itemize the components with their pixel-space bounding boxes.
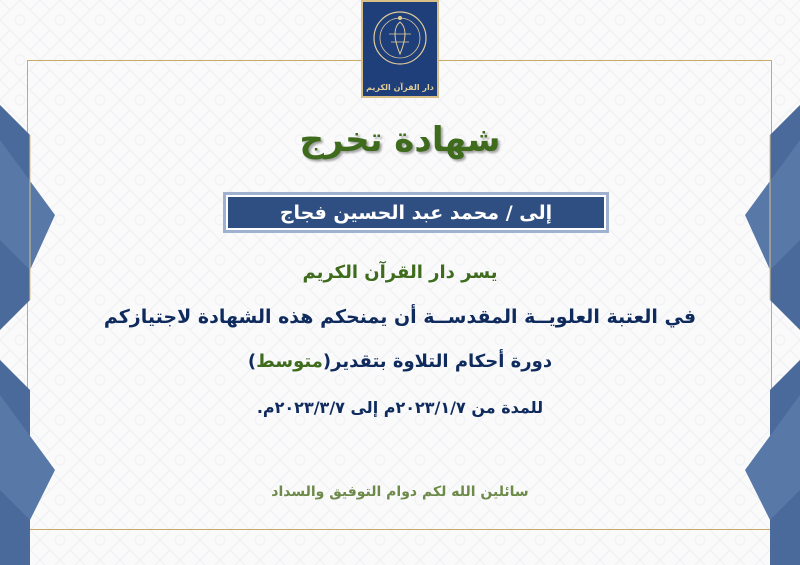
course-line xyxy=(0,351,800,372)
recipient-label: إلى / xyxy=(505,201,553,224)
certificate-title: شهادة تخرج xyxy=(299,120,501,160)
recipient-bar xyxy=(226,195,606,230)
institution-badge xyxy=(361,0,439,98)
duration-line: للمدة من ٢٠٢٣/١/٧م إلى ٢٠٢٣/٣/٧م. xyxy=(256,398,544,417)
grade-level: متوسط xyxy=(256,351,323,372)
institution-seal-icon xyxy=(367,4,433,94)
recipient-name: محمد عبد الحسين فجاج xyxy=(279,201,500,224)
issuer-line: يسر دار القرآن الكريم xyxy=(302,262,498,283)
course-close: ) xyxy=(247,351,257,372)
recipient-line xyxy=(280,202,552,224)
course-text: دورة أحكام التلاوة بتقدير( xyxy=(322,351,553,372)
logo-caption: دار القرآن الكريم xyxy=(366,83,434,92)
closing-wishes: سائلين الله لكم دوام التوفيق والسداد xyxy=(271,484,529,500)
grant-line: في العتبة العلويــة المقدســة أن يمنحكم هذه الشهادة لاجتيازكم xyxy=(103,306,697,328)
